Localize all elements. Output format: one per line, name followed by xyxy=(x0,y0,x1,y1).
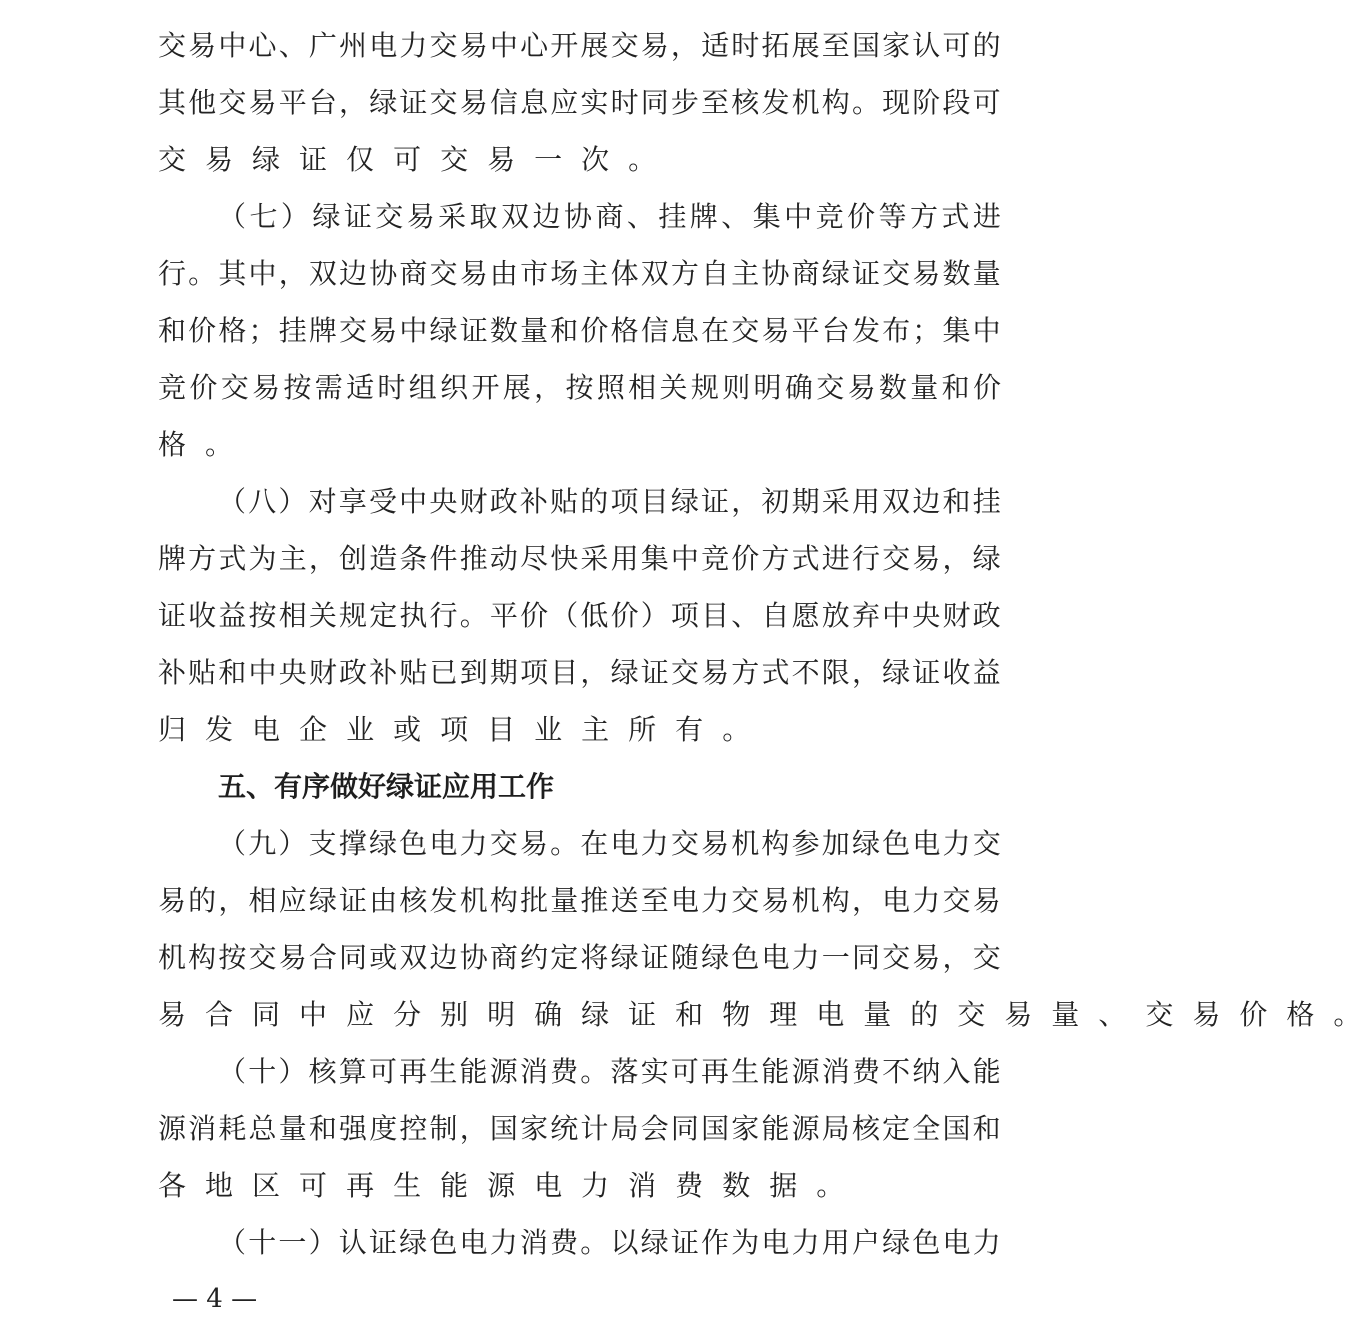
text-line: （ 七 ） 绿 证 交 易 采 取 双 边 协 商 、 挂 牌 、 集 中 竞 价 等 方 式 进 xyxy=(218,200,1001,233)
text-line: 行 。 其 中 ， 双 边 协 商 交 易 由 市 场 主 体 双 方 自 主 协 商 绿 证 交 易 数 量 xyxy=(158,257,1001,290)
section-heading: 五、有序做好绿证应用工作 xyxy=(218,770,555,803)
text-line: 易 合 同 中 应 分 别 明 确 绿 证 和 物 理 电 量 的 交 易 量 、 交 易 价 格 。 xyxy=(158,998,1361,1031)
text-line: 易 的 ， 相 应 绿 证 由 核 发 机 构 批 量 推 送 至 电 力 交 易 机 构 ， 电 力 交 易 xyxy=(158,884,1001,917)
text-line: （ 九 ） 支 撑 绿 色 电 力 交 易 。 在 电 力 交 易 机 构 参 加 绿 色 电 力 交 xyxy=(218,827,1001,860)
text-line: 各 地 区 可 再 生 能 源 电 力 消 费 数 据 。 xyxy=(158,1169,845,1202)
text-line: 归 发 电 企 业 或 项 目 业 主 所 有 。 xyxy=(158,713,751,746)
text-line: 竞 价 交 易 按 需 适 时 组 织 开 展 ， 按 照 相 关 规 则 明 确 交 易 数 量 和 价 xyxy=(158,371,1001,404)
text-line: 交 易 中 心 、 广 州 电 力 交 易 中 心 开 展 交 易 ， 适 时 拓 展 至 国 家 认 可 的 xyxy=(158,29,1001,62)
text-line: （ 八 ） 对 享 受 中 央 财 政 补 贴 的 项 目 绿 证 ， 初 期 采 用 双 边 和 挂 xyxy=(218,485,1001,518)
text-line: （ 十 ） 核 算 可 再 生 能 源 消 费 。 落 实 可 再 生 能 源 消 费 不 纳 入 能 xyxy=(218,1055,1001,1088)
text-line: 补 贴 和 中 央 财 政 补 贴 已 到 期 项 目 ， 绿 证 交 易 方 式 不 限 ， 绿 证 收 益 xyxy=(158,656,1001,689)
text-line: 证 收 益 按 相 关 规 定 执 行 。 平 价 （ 低 价 ） 项 目 、 自 愿 放 弃 中 央 财 政 xyxy=(158,599,1001,632)
text-line: 源 消 耗 总 量 和 强 度 控 制 ， 国 家 统 计 局 会 同 国 家 能 源 局 核 定 全 国 和 xyxy=(158,1112,1001,1145)
text-line: 其 他 交 易 平 台 ， 绿 证 交 易 信 息 应 实 时 同 步 至 核 发 机 构 。 现 阶 段 可 xyxy=(158,86,1001,119)
text-line: 机 构 按 交 易 合 同 或 双 边 协 商 约 定 将 绿 证 随 绿 色 电 力 一 同 交 易 ， 交 xyxy=(158,941,1001,974)
page-number: — 4 — xyxy=(172,1284,258,1314)
text-line: 牌 方 式 为 主 ， 创 造 条 件 推 动 尽 快 采 用 集 中 竞 价 方 式 进 行 交 易 ， 绿 xyxy=(158,542,1001,575)
text-line: 格 。 xyxy=(158,428,234,461)
text-line: 和 价 格 ； 挂 牌 交 易 中 绿 证 数 量 和 价 格 信 息 在 交 易 平 台 发 布 ； 集 中 xyxy=(158,314,1001,347)
text-line: （ 十 一 ） 认 证 绿 色 电 力 消 费 。 以 绿 证 作 为 电 力 用 户 绿 色 电 力 xyxy=(218,1226,1001,1259)
text-line: 交 易 绿 证 仅 可 交 易 一 次 。 xyxy=(158,143,657,176)
